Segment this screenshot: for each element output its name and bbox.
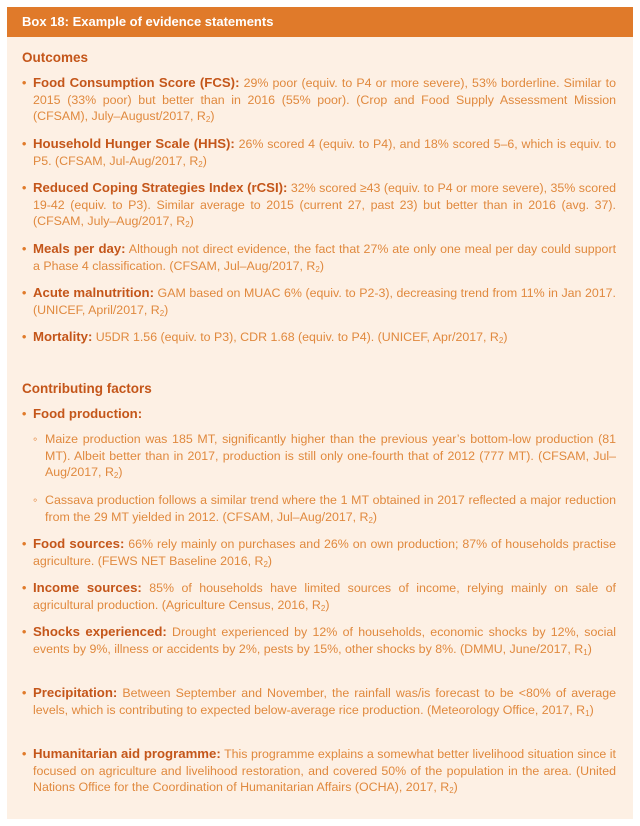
factor-label: Humanitarian aid programme:	[33, 746, 221, 761]
bullet-icon: •	[22, 581, 27, 595]
reliability-subscript: 2	[185, 220, 190, 229]
factor-item-shocks	[22, 624, 616, 661]
factor-item-food-production	[22, 406, 616, 423]
factor-item-precipitation	[22, 685, 616, 722]
bullet-icon: •	[22, 537, 27, 551]
factor-text: 85% of households have limited sources of income, relying mainly on sale of agricultural production. (Agriculture Census, 2016, R	[33, 581, 616, 612]
reliability-subscript: 2	[320, 603, 326, 613]
sub-item-text: Maize production was 185 MT, significantly higher than the previous year’s bottom-low production (81 MT). Albeit better than in 2017, production is still only one-fourth that of 2012 (777 MT). (CFSAM, Jul–Aug/2017, R	[45, 432, 616, 479]
bullet-icon: •	[22, 137, 27, 151]
factors-heading: Contributing factors	[22, 381, 152, 396]
outcome-label: Acute malnutrition:	[33, 285, 154, 300]
reliability-subscript: 1	[585, 708, 590, 718]
sub-item-text: Cassava production follows a similar trend where the 1 MT obtained in 2017 reflected a major reduction from the 29 MT yielded in 2012. (CFSAM, Jul–Aug/2017, R	[45, 493, 616, 524]
outcome-label: Mortality:	[33, 329, 93, 344]
outcome-item-hhs	[22, 136, 616, 173]
closing-paren: )	[372, 509, 378, 524]
bullet-icon: •	[22, 625, 27, 639]
reliability-subscript: 2	[368, 515, 373, 525]
outcome-item-rcsi	[22, 180, 616, 234]
reliability-subscript: 2	[159, 308, 165, 318]
bullet-icon: •	[22, 181, 27, 195]
bullet-icon: •	[22, 686, 27, 700]
outcome-text: Although not direct evidence, the fact that 27% ate only one meal per day could support a Phase 4 classification. (CFSAM, Jul–Aug/2017, R	[33, 242, 617, 273]
sub-item-maize	[33, 431, 616, 485]
bullet-icon: •	[22, 330, 27, 344]
outcome-label: Reduced Coping Strategies Index (rCSI):	[33, 180, 288, 195]
reliability-subscript: 2	[198, 159, 203, 169]
outcome-label: Household Hunger Scale (HHS):	[33, 136, 235, 151]
outcome-text: 32% scored ≥43 (equiv. to P4 or more severe), 35% scored 19-42 (equiv. to P3). Similar average to 2015 (current 27, past 23) but better than in 2016 (avg. 37). (CFSAM, July–Aug/2017, R	[33, 181, 616, 228]
closing-paren: )	[587, 641, 592, 656]
reliability-subscript: 2	[315, 264, 320, 274]
closing-paren: )	[453, 780, 458, 794]
outcome-item-mortality	[22, 329, 616, 350]
factor-item-humanitarian-aid	[22, 746, 616, 800]
closing-paren: )	[189, 214, 194, 228]
factor-label: Precipitation:	[33, 685, 118, 700]
closing-paren: )	[503, 330, 508, 344]
ring-bullet-icon: ◦	[33, 432, 38, 446]
closing-paren: )	[325, 597, 330, 612]
outcome-text: U5DR 1.56 (equiv. to P3), CDR 1.68 (equiv. to P4). (UNICEF, Apr/2017, R	[92, 330, 499, 344]
factor-text: 66% rely mainly on purchases and 26% on own production; 87% of households practise agriculture. (FEWS NET Baseline 2016, R	[33, 537, 617, 568]
outcome-item-fcs	[22, 75, 616, 129]
bullet-icon: •	[22, 747, 27, 761]
closing-paren: )	[164, 302, 169, 317]
reliability-subscript: 2	[449, 786, 454, 795]
factor-text: Between September and November, the rainfall was/is forecast to be <80% of average levels, which is contributing to expected below-average rice production. (Meteorology Office, 2017, R	[33, 686, 616, 717]
closing-paren: )	[210, 109, 215, 123]
factor-label: Shocks experienced:	[33, 624, 167, 639]
factor-text: This programme explains a somewhat better livelihood situation since it focused on agriculture and livelihood restoration, and covered 50% of the population in the area. (United Nations Office for the Coordination of Humanitarian Affairs (OCHA), 2017, R	[33, 747, 616, 794]
factor-item-income-sources	[22, 580, 616, 617]
factor-label: Food production:	[33, 406, 143, 421]
factor-text: Drought experienced by 12% of households, economic shocks by 12%, social events by 9%, illness or accidents by 2%, pests by 15%, other shocks by 8%. (DMMU, June/2017, R	[33, 625, 616, 656]
reliability-subscript: 2	[205, 115, 211, 124]
outcome-text: GAM based on MUAC 6% (equiv. to P2-3), decreasing trend from 11% in Jan 2017. (UNICEF, April/2017, R	[33, 286, 616, 317]
reliability-subscript: 2	[113, 471, 119, 480]
ring-bullet-icon: ◦	[33, 493, 38, 507]
closing-paren: )	[202, 153, 207, 168]
box-header	[7, 7, 633, 37]
outcome-text: 26% scored 4 (equiv. to P4), and 18% scored 5–6, which is equiv. to P5. (CFSAM, Jul-Aug/2017, R	[33, 137, 616, 168]
reliability-subscript: 2	[498, 336, 504, 345]
bullet-icon: •	[22, 76, 27, 90]
factor-label: Income sources:	[33, 580, 142, 595]
closing-paren: )	[118, 465, 123, 479]
outcomes-heading: Outcomes	[22, 50, 89, 65]
box-title: Box 18: Example of evidence statements	[22, 14, 274, 29]
outcome-text: 29% poor (equiv. to P4 or more severe), 53% borderline. Similar to 2015 (33% poor) but better than in 2016 (55% poor). (Crop and Food Supply Assessment Mission (CFSAM), July–August/2017, R	[33, 76, 616, 123]
bullet-icon: •	[22, 242, 27, 256]
bullet-icon: •	[22, 286, 27, 300]
closing-paren: )	[319, 258, 324, 273]
bullet-icon: •	[22, 407, 27, 421]
closing-paren: )	[589, 702, 594, 717]
outcome-item-malnutrition	[22, 285, 616, 322]
factor-item-food-sources	[22, 536, 616, 573]
outcome-label: Meals per day:	[33, 241, 126, 256]
sub-item-cassava	[33, 492, 616, 529]
closing-paren: )	[267, 553, 273, 568]
reliability-subscript: 2	[263, 559, 268, 569]
outcome-item-meals	[22, 241, 616, 278]
factor-label: Food sources:	[33, 536, 125, 551]
reliability-subscript: 1	[583, 647, 588, 657]
outcome-label: Food Consumption Score (FCS):	[33, 75, 240, 90]
